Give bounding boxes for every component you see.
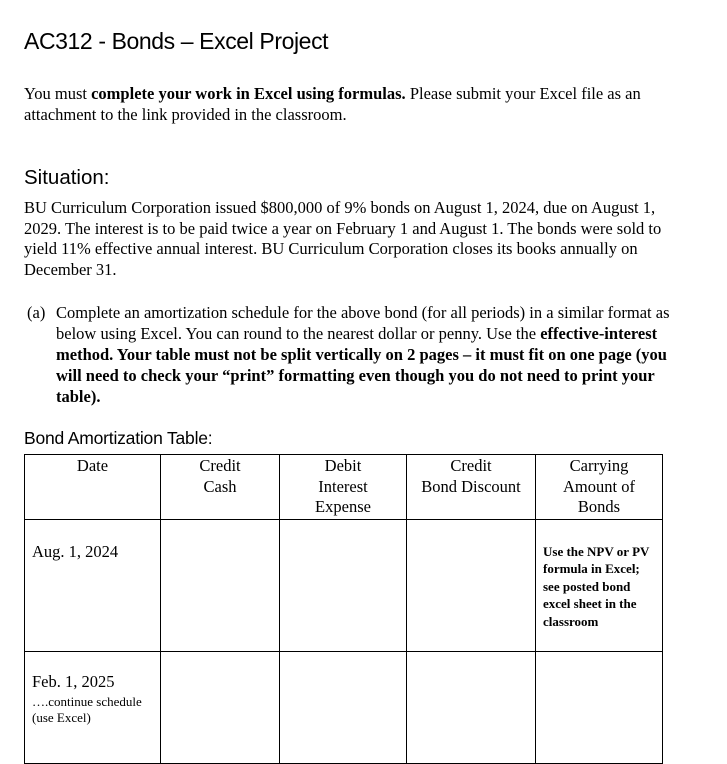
- situation-heading: Situation:: [24, 166, 110, 189]
- document-title: AC312 - Bonds – Excel Project: [24, 28, 329, 54]
- header-carrying-amount: Carrying Amount of Bonds: [536, 455, 663, 520]
- part-a-instruction: [27, 302, 677, 407]
- row2-credit-cash-cell: [161, 652, 280, 764]
- row2-bond-discount-cell: [407, 652, 536, 764]
- row1-date: Aug. 1, 2024: [32, 542, 119, 561]
- row2-date: Feb. 1, 2025: [32, 672, 115, 691]
- row2-carrying-amount-cell: [536, 652, 663, 764]
- bond-amortization-table: [24, 454, 663, 764]
- intro-text-end: Please submit your Excel file as an attachment to the link provided in the classroom.: [24, 84, 641, 124]
- part-a-bold-text: effective-interest method. Your table must not be split vertically on 2 pages – it must fit on one page (you will need to check your “print” formatting even though you do not need to print your table).: [56, 324, 667, 406]
- row1-carrying-amount-note: Use the NPV or PV formula in Excel; see posted bond excel sheet in the classroom: [536, 520, 663, 652]
- row1-bond-discount-cell: [407, 520, 536, 652]
- row1-date-cell: [25, 520, 161, 652]
- row2-interest-expense-cell: [280, 652, 407, 764]
- part-a-text: [56, 302, 677, 407]
- part-a-plain-text: Complete an amortization schedule for the above bond (for all periods) in a similar format as below using Excel. You can round to the nearest dollar or penny. Use the: [56, 303, 670, 343]
- header-credit-cash: Credit Cash: [161, 455, 280, 520]
- header-debit-interest-expense: Debit Interest Expense: [280, 455, 407, 520]
- row1-credit-cash-cell: [161, 520, 280, 652]
- row2-date-cell: [25, 652, 161, 764]
- continue-schedule-note: ….continue schedule (use Excel): [32, 693, 142, 725]
- part-a-label: (a): [27, 303, 46, 322]
- table-header-row: [25, 455, 663, 520]
- table-row: [25, 652, 663, 764]
- row1-interest-expense-cell: [280, 520, 407, 652]
- header-date: Date: [25, 455, 161, 520]
- table-row: [25, 520, 663, 652]
- header-credit-bond-discount: Credit Bond Discount: [407, 455, 536, 520]
- intro-paragraph: [24, 83, 684, 125]
- intro-bold-text: complete your work in Excel using formulas.: [91, 84, 406, 103]
- table-heading: Bond Amortization Table:: [24, 428, 213, 448]
- intro-text: You must: [24, 84, 92, 103]
- situation-paragraph: BU Curriculum Corporation issued $800,000 of 9% bonds on August 1, 2024, due on August 1, 2029. The interest is to be paid twice a year on February 1 and August 1. The bonds were sold to yield 11% effective annual interest. BU Curriculum Corporation closes its books annually on December 31.: [24, 198, 662, 279]
